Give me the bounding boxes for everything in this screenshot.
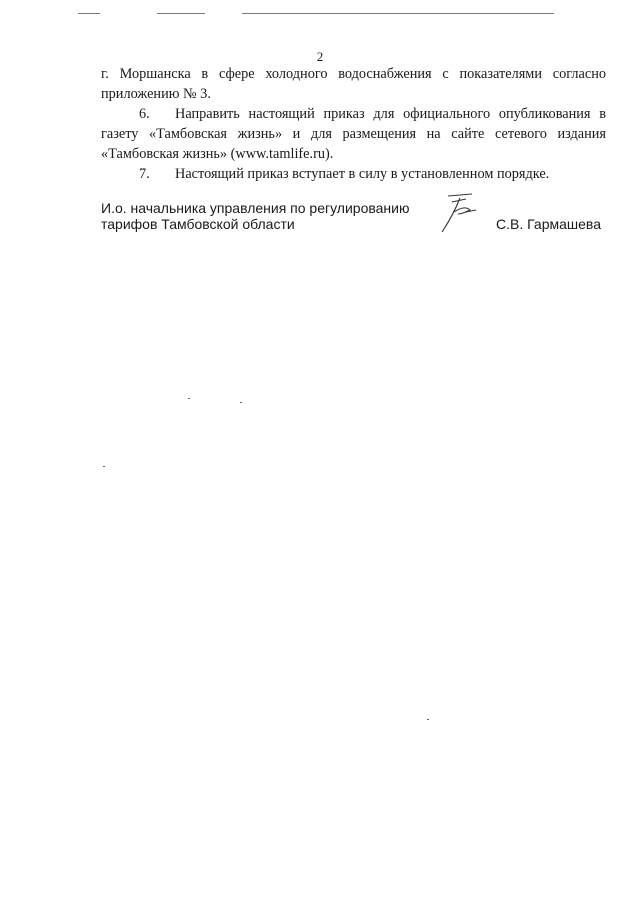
item-number: 6. xyxy=(139,106,150,122)
scan-speck xyxy=(103,466,105,467)
scan-speck xyxy=(240,402,242,403)
signatory-name: С.В. Гармашева xyxy=(496,216,601,232)
page-number: 2 xyxy=(316,49,324,64)
scan-artifact-line xyxy=(242,13,554,14)
item-text: Направить настоящий приказ для официального опубликования в газету «Тамбовская жизнь» и для размещения на сайте сетевого издания «Тамбовская жизнь» (www.tamlife.ru). xyxy=(101,106,606,162)
signatory-title-line: И.о. начальника управления по регулированию xyxy=(101,200,410,216)
list-item xyxy=(101,164,606,184)
handwritten-signature xyxy=(436,190,480,236)
list-item xyxy=(101,104,606,164)
scan-artifact-line xyxy=(157,13,205,14)
scan-speck xyxy=(188,398,190,399)
item-text: Настоящий приказ вступает в силу в установленном порядке. xyxy=(175,166,550,182)
signatory-title-line: тарифов Тамбовской области xyxy=(101,216,295,232)
document-body xyxy=(101,64,606,184)
scan-speck xyxy=(427,719,429,720)
item-number: 7. xyxy=(139,166,150,182)
continuation-paragraph: г. Моршанска в сфере холодного водоснабжения с показателями согласно приложению № 3. xyxy=(101,66,606,102)
signatory-title xyxy=(101,200,410,232)
scan-artifact-line xyxy=(78,13,100,14)
